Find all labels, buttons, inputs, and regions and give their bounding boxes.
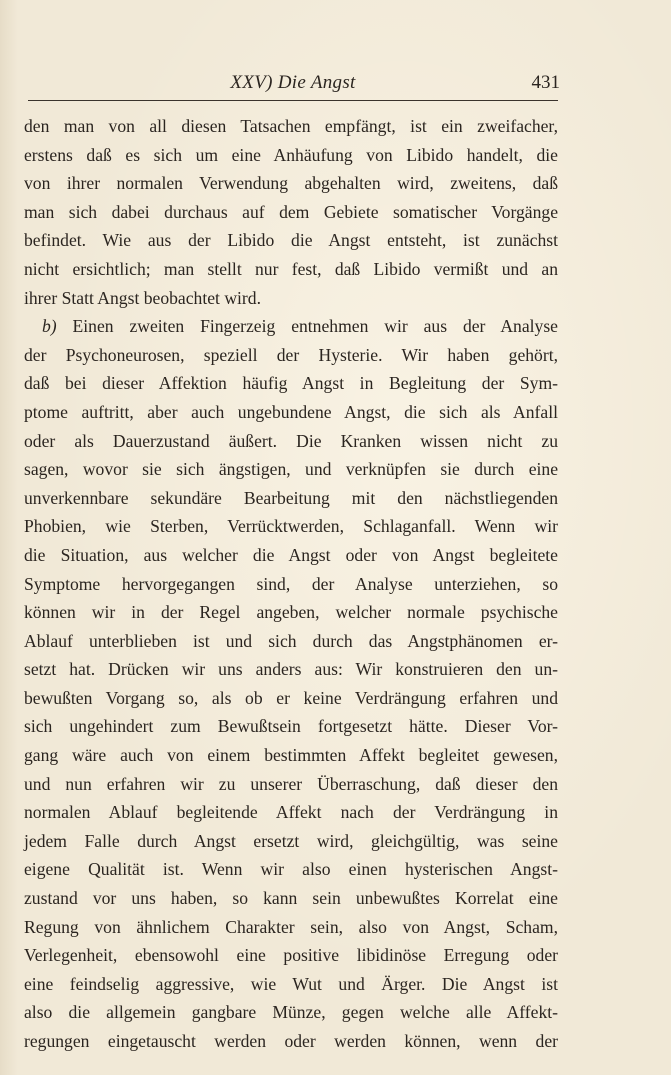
text-line: also die allgemein gangbare Münze, gegen welche alle Affekt- (24, 1002, 558, 1023)
text-line: ptome auftritt, aber auch ungebundene Angst, die sich als Anfall (24, 401, 558, 422)
text-line: sich ungehindert zum Bewußtsein fortgesetzt hätte. Dieser Vor- (24, 716, 558, 737)
text-line: oder als Dauerzustand äußert. Die Kranken wissen nicht zu (24, 430, 558, 451)
text-line: sagen, wovor sie sich ängstigen, und verknüpfen sie durch eine (24, 459, 558, 480)
text-line: normalen Ablauf begleitende Affekt nach der Verdrängung in (24, 802, 558, 823)
text-line: ihrer Statt Angst beobachtet wird. (24, 287, 261, 308)
text-line: unverkennbare sekundäre Bearbeitung mit den nächstliegenden (24, 487, 558, 508)
paragraph-first-line (24, 312, 558, 341)
text-segment: Einen zweiten Fingerzeig entnehmen wir aus der Analyse (72, 316, 558, 337)
text-line: Symptome hervorgegangen sind, der Analyse unterziehen, so (24, 573, 558, 594)
text-line: Regung von ähnlichem Charakter sein, also von Angst, Scham, (24, 916, 558, 937)
text-line: erstens daß es sich um eine Anhäufung von Libido handelt, die (24, 144, 558, 165)
text-line: zustand vor uns haben, so kann sein unbewußtes Korrelat eine (24, 888, 558, 909)
text-line: daß bei dieser Affektion häufig Angst in Begleitung der Sym- (24, 373, 558, 394)
text-line: der Psychoneurosen, speziell der Hysterie. Wir haben gehört, (24, 344, 558, 365)
text-line: Verlegenheit, ebensowohl eine positive libidinöse Erregung oder (24, 945, 558, 966)
text-line: Phobien, wie Sterben, Verrücktwerden, Schlaganfall. Wenn wir (24, 516, 558, 537)
header-rule (28, 100, 558, 101)
text-line: eigene Qualität ist. Wenn wir also einen hysterischen Angst- (24, 859, 558, 880)
body-text (24, 112, 558, 1056)
text-line: jedem Falle durch Angst ersetzt wird, gleichgültig, was seine (24, 830, 558, 851)
text-line: die Situation, aus welcher die Angst oder von Angst begleitete (24, 544, 558, 565)
text-line: bewußten Vorgang so, als ob er keine Verdrängung erfahren und (24, 687, 558, 708)
text-line: gang wäre auch von einem bestimmten Affekt begleitet gewesen, (24, 745, 558, 766)
text-line: befindet. Wie aus der Libido die Angst entsteht, ist zunächst (24, 230, 558, 251)
paragraph-marker: b) (42, 316, 57, 337)
text-line: und nun erfahren wir zu unserer Überraschung, daß dieser den (24, 773, 558, 794)
text-line: setzt hat. Drücken wir uns anders aus: Wir konstruieren den un- (24, 659, 558, 680)
text-line: regungen eingetauscht werden oder werden können, wenn der (24, 1031, 558, 1051)
text-line: Ablauf unterblieben ist und sich durch das Angstphänomen er- (24, 630, 558, 651)
page-number: 431 (531, 72, 560, 93)
text-line: von ihrer normalen Verwendung abgehalten wird, zweitens, daß (24, 173, 558, 194)
running-header (28, 68, 558, 98)
running-title: XXV) Die Angst (230, 72, 356, 93)
text-line: man sich dabei durchaus auf dem Gebiete somatischer Vorgänge (24, 201, 558, 222)
text-line: den man von all diesen Tatsachen empfängt, ist ein zweifacher, (24, 116, 558, 136)
text-line: nicht ersichtlich; man stellt nur fest, daß Libido vermißt und an (24, 258, 558, 279)
text-line: können wir in der Regel angeben, welcher normale psychische (24, 602, 558, 623)
text-line: eine feindselig aggressive, wie Wut und Ärger. Die Angst ist (24, 973, 558, 994)
